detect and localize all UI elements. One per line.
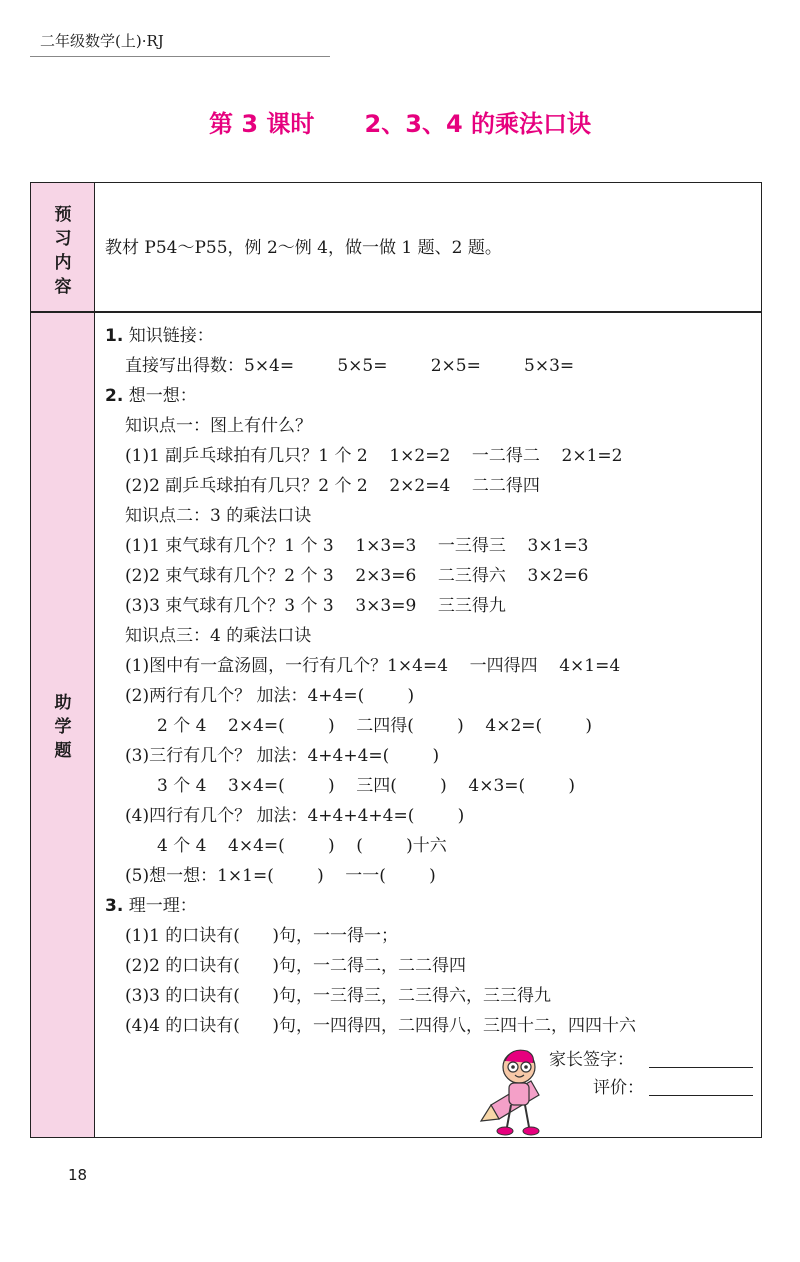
lesson-topic: 2、3、4 的乘法口诀 [364,110,591,138]
exercise-line [105,1011,755,1041]
evaluation-line[interactable] [649,1095,753,1096]
line-text: 想一想： [128,386,197,406]
parent-signature-line[interactable] [649,1067,753,1068]
pencil-mascot-icon [471,1043,571,1143]
evaluation-label: 评价： [593,1078,644,1098]
line-text: 3 个 4 3×4=( ) 三四( ) 4×3=( ) [157,776,576,796]
exercise-line [105,681,755,711]
line-text: 知识链接： [128,326,214,346]
exercise-line [105,861,755,891]
line-text: 知识点一：图上有什么？ [125,416,312,436]
exercise-line [105,651,755,681]
exercise-line [105,921,755,951]
section-number: 1. [105,326,124,346]
help-label: 助 学 题 [54,693,72,761]
line-text: 知识点三：4 的乘法口诀 [125,626,312,646]
line-text: (2)2 束气球有几个？2 个 3 2×3=6 二三得六 3×2=6 [125,566,589,586]
exercise-line [105,771,755,801]
line-text: (1)1 的口诀有( )句，一一得一； [125,926,398,946]
exercise-line [105,981,755,1011]
lesson-number: 第 3 课时 [208,110,315,138]
line-text: (1)图中有一盒汤圆，一行有几个？1×4=4 一四得四 4×1=4 [125,656,621,676]
page-number: 18 [68,1166,88,1184]
exercise-line [105,591,755,621]
line-text: (3)3 束气球有几个？3 个 3 3×3=9 三三得九 [125,596,506,616]
page-header: 二年级数学(上)·RJ [40,32,164,50]
line-text: 知识点二：3 的乘法口诀 [125,506,312,526]
exercise-line [105,801,755,831]
exercise-line [105,621,755,651]
exercise-line [105,441,755,471]
line-text: (4)四行有几个？ 加法：4+4+4+4=( ) [125,806,465,826]
line-text: 4 个 4 4×4=( ) ( )十六 [157,836,447,856]
preview-content: 教材 P54～P55，例 2～例 4，做一做 1 题、2 题。 [105,238,502,258]
line-text: 2 个 4 2×4=( ) 二四得( ) 4×2=( ) [157,716,593,736]
line-text: (1)1 副乒乓球拍有几只？1 个 2 1×2=2 一二得二 2×1=2 [125,446,623,466]
line-text: 理一理： [128,896,197,916]
line-text: 直接写出得数：5×4= 5×5= 2×5= 5×3= [125,356,575,376]
section-heading [105,381,755,411]
line-text: (2)2 的口诀有( )句，一二得二，二二得四 [125,956,466,976]
exercise-line [105,411,755,441]
line-text: (2)两行有几个？ 加法：4+4=( ) [125,686,415,706]
exercise-line [105,471,755,501]
exercise-line [105,741,755,771]
line-text: (3)3 的口诀有( )句，一三得三，二三得六，三三得九 [125,986,551,1006]
line-text: (3)三行有几个？ 加法：4+4+4=( ) [125,746,440,766]
lesson-title [0,104,800,139]
line-text: (1)1 束气球有几个？1 个 3 1×3=3 一三得三 3×1=3 [125,536,589,556]
exercise-list [105,321,755,1041]
exercise-line [105,501,755,531]
preview-label: 预 习 内 容 [54,205,72,297]
exercise-line [105,831,755,861]
row-divider [31,311,761,313]
section-number: 2. [105,386,124,406]
exercise-line [105,951,755,981]
section-heading [105,891,755,921]
section-heading [105,321,755,351]
exercise-line [105,531,755,561]
parent-signature-label: 家长签字： [549,1050,634,1070]
header-divider [30,56,330,57]
exercise-line [105,561,755,591]
label-column [31,183,95,1137]
line-text: (5)想一想：1×1=( ) 一一( ) [125,866,436,886]
exercise-line [105,711,755,741]
study-table [30,182,762,1138]
section-number: 3. [105,896,124,916]
exercise-line [105,351,755,381]
line-text: (2)2 副乒乓球拍有几只？2 个 2 2×2=4 二二得四 [125,476,540,496]
line-text: (4)4 的口诀有( )句，一四得四，二四得八，三四十二，四四十六 [125,1016,636,1036]
